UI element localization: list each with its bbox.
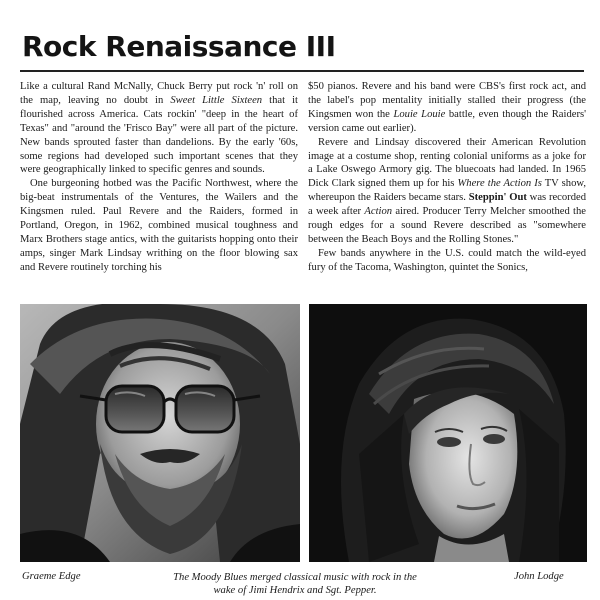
text-run: $50 pianos. Revere and his band were CBS's first rock act, and the label's pop mentality initially stalled their progress (the Kingsmen won the: [308, 81, 586, 120]
text-run: was recorded a week after: [308, 192, 587, 218]
text-run: One burgeoning hotbed was the Pacific Northwest, where the big-beat instrumentals of the Ventures, the Wailers and the Kingsmen ruled. Paul Revere and the Raiders, formed in Portland, Oregon, in 1962, combined musical toughness and Marx Brothers stage antics, with the guitarists hopping onto their amps, singer Mark Lindsay writhing on the floor blowing sax and Revere routinely torching his: [20, 178, 298, 273]
caption-moody-blues: [150, 571, 440, 597]
graeme-edge-photo: [20, 304, 300, 562]
italic-title: Sweet Little Sixteen: [170, 94, 263, 106]
john-lodge-portrait-image: [309, 304, 587, 562]
text-run: that it flourished across America. Cats rockin' "deep in the heart of Texas" and "around the 'Frisco Bay" were all part of the picture. New bands sprouted faster than dandelions. By the early '60s, some regions had developed such important scenes that they were geographically linked to specific genres and sounds.: [20, 94, 298, 176]
text-run: Revere and Lindsay discovered their American Revolution image at a costume shop, renting colonial uniforms as a joke for a Lake Oswego Armory gig. The bluecoats had landed. In 1965 Dick Clark signed them up for his: [308, 136, 586, 190]
caption-text-fragment: and: [304, 585, 326, 596]
caption-text-fragment: wake of: [213, 585, 249, 596]
left-paragraph-2: [20, 177, 298, 274]
italic-title: Where the Action Is: [457, 178, 542, 190]
caption-line-2: [150, 584, 440, 597]
caption-graeme-edge: Graeme Edge: [22, 571, 81, 582]
text-run: Like a cultural Rand McNally, Chuck Berry put rock 'n' roll on the map, leaving no doubt in: [20, 81, 298, 106]
text-run: aired. Producer Terry Melcher smoothed the rough edges for a sound Revere described as "somewhere between the Beach Boys and the Rolling Stones.": [308, 206, 586, 245]
caption-hendrix: Jimi Hendrix: [248, 585, 305, 596]
page-title: Rock Renaissance III: [22, 30, 336, 63]
caption-john-lodge: John Lodge: [514, 571, 564, 582]
italic-title: Action: [364, 206, 393, 218]
bold-title: Steppin' Out: [468, 192, 527, 204]
right-paragraph-2: [308, 136, 586, 247]
graeme-edge-portrait-image: [20, 304, 300, 562]
right-column: [308, 80, 586, 275]
title-rule: [20, 70, 584, 72]
left-column: [20, 80, 298, 275]
text-run: battle, even though the Raiders' version came out earlier).: [308, 108, 586, 134]
caption-text-fragment: .: [373, 585, 377, 596]
right-paragraph-3: [308, 247, 586, 275]
right-paragraph-1: [308, 80, 586, 136]
caption-sgt-pepper: Sgt. Pepper: [325, 585, 374, 596]
john-lodge-photo: [309, 304, 587, 562]
left-paragraph-1: [20, 80, 298, 177]
italic-title: Louie Louie: [393, 108, 446, 120]
text-run: TV show, whereupon the Raiders became stars.: [308, 178, 586, 204]
text-run: Few bands anywhere in the U.S. could match the wild-eyed fury of the Tacoma, Washington, quintet the Sonics,: [308, 247, 586, 273]
caption-line-1: The Moody Blues merged classical music with rock in the: [173, 572, 417, 583]
